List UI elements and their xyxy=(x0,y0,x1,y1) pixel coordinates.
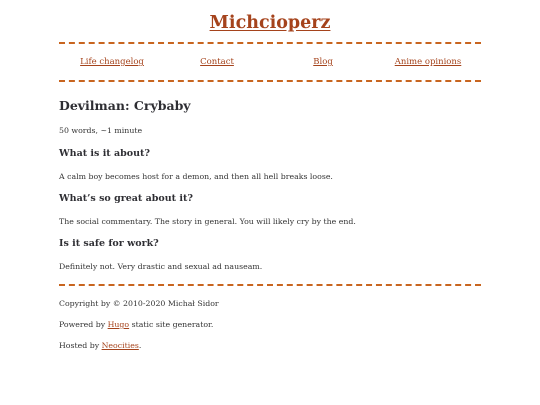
section-heading-great: What’s so great about it? xyxy=(59,193,193,204)
section-heading-sfw: Is it safe for work? xyxy=(59,238,159,249)
footer-hosted-suffix: . xyxy=(138,341,142,350)
article-title: Devilman: Crybaby xyxy=(59,98,191,113)
site-title-link[interactable]: Michcioperz xyxy=(209,13,331,33)
section-body-great: The social commentary. The story in general. You will likely cry by the end. xyxy=(59,217,356,226)
neocities-link[interactable]: Neocities xyxy=(101,341,139,350)
nav-divider xyxy=(59,80,481,82)
nav-link-anime-opinions[interactable]: Anime opinions xyxy=(394,57,462,67)
footer-powered-prefix: Powered by xyxy=(59,320,108,329)
page-container xyxy=(59,0,481,350)
footer-divider xyxy=(59,284,481,286)
hugo-link[interactable]: Hugo xyxy=(107,320,130,329)
main-nav xyxy=(59,57,481,71)
footer-copyright: Copyright by © 2010-2020 Michał Sidor xyxy=(59,299,219,308)
footer-powered-suffix: static site generator. xyxy=(129,320,214,329)
section-body-sfw: Definitely not. Very drastic and sexual ad nauseam. xyxy=(59,262,263,271)
nav-link-life-changelog[interactable]: Life changelog xyxy=(80,57,144,67)
section-heading-about: What is it about? xyxy=(59,148,150,159)
nav-link-contact[interactable]: Contact xyxy=(200,57,234,67)
header-divider xyxy=(59,42,481,44)
footer-hosted-line xyxy=(59,341,141,350)
nav-link-blog[interactable]: Blog xyxy=(313,57,333,67)
footer-hosted-prefix: Hosted by xyxy=(59,341,102,350)
article-meta: 50 words, ~1 minute xyxy=(59,126,143,135)
section-body-about: A calm boy becomes host for a demon, and then all hell breaks loose. xyxy=(59,172,333,181)
footer-powered-line xyxy=(59,320,213,329)
